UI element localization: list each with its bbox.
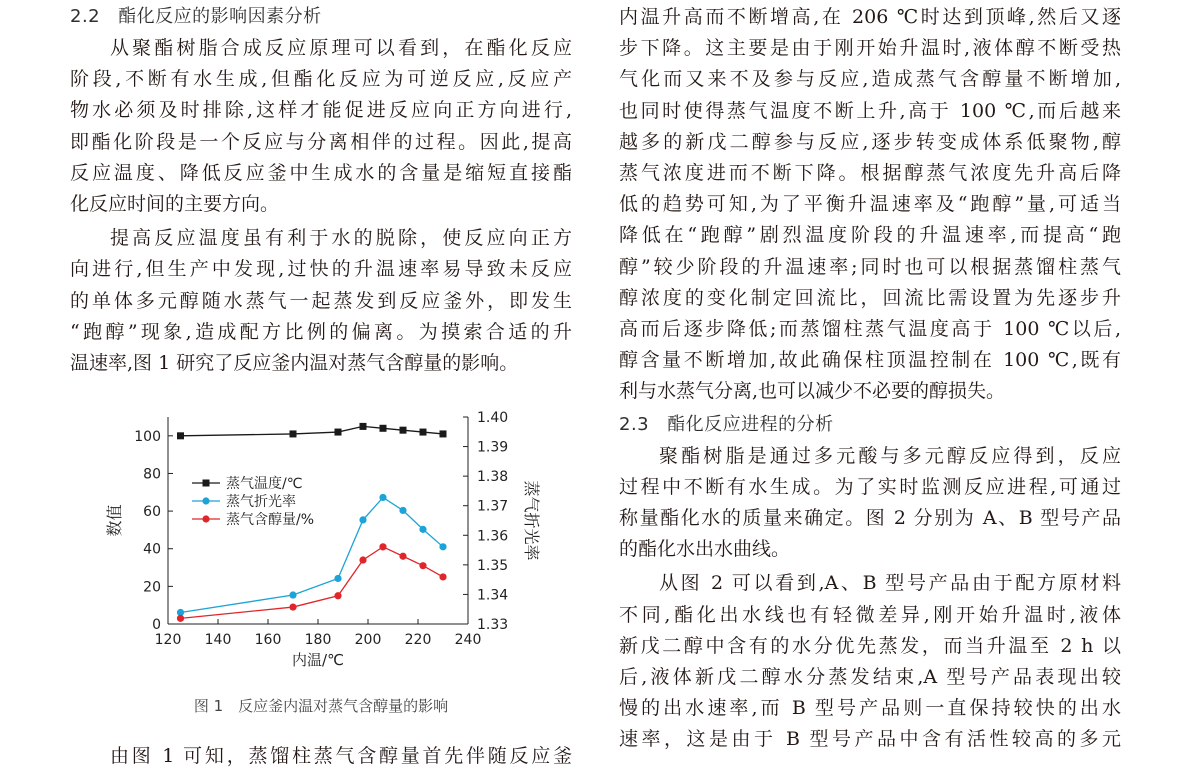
text-line: 的单体多元醇随水蒸气一起蒸发到反应釜外，即发生 bbox=[70, 289, 572, 312]
data-point bbox=[380, 425, 387, 432]
text-line: 过程中不断有水生成。为了实时监测反应进程,可通过 bbox=[619, 475, 1121, 498]
paragraph-2-3-a bbox=[619, 441, 1121, 566]
data-point bbox=[439, 573, 446, 580]
y-tick-label-left: 0 bbox=[152, 617, 161, 633]
text-line: 称量酯化水的质量来确定。图 2 分别为 A、B 型号产品 bbox=[619, 507, 1121, 530]
data-point bbox=[379, 543, 386, 550]
legend-marker bbox=[202, 515, 209, 522]
data-point bbox=[419, 526, 426, 533]
text-line: 温速率,图 1 研究了反应釜内温对蒸气含醇量的影响。 bbox=[70, 352, 519, 375]
chart-legend bbox=[192, 475, 314, 528]
text-line: 提高反应温度虽有利于水的脱除，使反应向正方 bbox=[110, 227, 572, 250]
data-point bbox=[335, 429, 342, 436]
x-tick-label: 200 bbox=[354, 632, 382, 648]
x-axis-label: 内温/℃ bbox=[292, 651, 344, 669]
y-axis-label-left: 数值 bbox=[105, 504, 124, 537]
y-tick-label-right: 1.36 bbox=[477, 528, 509, 545]
section-title: 酯化反应的影响因素分析 bbox=[118, 6, 322, 27]
y-tick-label-right: 1.34 bbox=[477, 587, 509, 604]
data-point bbox=[359, 556, 366, 563]
text-line: 速率，这是由于 B 型号产品中含有活性较高的多元 bbox=[619, 728, 1121, 751]
text-line: 向进行,但生产中发现,过快的升温速率易导致未反应 bbox=[70, 258, 572, 281]
text-line: 降低在“跑醇”剧烈温度阶段的升温速率,而提高“跑 bbox=[619, 224, 1121, 247]
data-point bbox=[440, 430, 447, 437]
section-heading-2-3 bbox=[619, 408, 1121, 441]
text-line: 蒸气浓度进而不断下降。根据醇蒸气浓度先升高后降 bbox=[619, 162, 1121, 185]
paragraph-continued bbox=[619, 2, 1121, 408]
y-tick-label-left: 80 bbox=[143, 466, 161, 483]
data-point bbox=[334, 592, 341, 599]
section-number: 2.2 bbox=[70, 6, 101, 27]
figure-1 bbox=[100, 405, 541, 669]
paragraph-2-3-b bbox=[619, 568, 1121, 755]
data-point bbox=[419, 562, 426, 569]
legend-label: 蒸气温度/℃ bbox=[226, 476, 303, 492]
data-point bbox=[400, 427, 407, 434]
right-column bbox=[619, 0, 1121, 756]
text-line: 低的趋势可知,为了平衡升温速率及“跑醇”量,可适当 bbox=[619, 193, 1121, 216]
legend-marker bbox=[202, 497, 209, 504]
data-point bbox=[420, 429, 427, 436]
text-line: 内温升高而不断增高,在 206 ℃时达到顶峰,然后又逐 bbox=[619, 6, 1121, 28]
y-tick-label-right: 1.38 bbox=[477, 469, 509, 486]
x-tick-label: 120 bbox=[154, 632, 182, 648]
data-point bbox=[359, 516, 366, 523]
data-point bbox=[360, 423, 367, 430]
text-line: 不同,酯化出水线也有轻微差异,刚开始升温时,液体 bbox=[619, 603, 1121, 626]
text-line: 从图 2 可以看到,A、B 型号产品由于配方原材料 bbox=[659, 572, 1121, 595]
x-tick-label: 180 bbox=[304, 632, 332, 648]
data-point bbox=[399, 507, 406, 514]
text-line: 物水必须及时排除,这样才能促进反应向正方向进行, bbox=[70, 99, 572, 122]
left-column bbox=[70, 0, 572, 379]
y-tick-label-right: 1.33 bbox=[477, 617, 509, 633]
chart-axes bbox=[105, 410, 541, 669]
data-point bbox=[290, 430, 297, 437]
y-tick-label-right: 1.37 bbox=[477, 498, 509, 515]
text-line: 高而后逐步降低;而蒸馏柱蒸气温度高于 100 ℃以后, bbox=[619, 318, 1121, 341]
text-line: 阶段,不断有水生成,但酯化反应为可逆反应,反应产 bbox=[70, 68, 572, 91]
text-line: 醇”较少阶段的升温速率;同时也可以根据蒸馏柱蒸气 bbox=[619, 255, 1121, 278]
section-number: 2.3 bbox=[619, 413, 650, 435]
text-line: 即酯化阶段是一个反应与分离相伴的过程。因此,提高 bbox=[70, 130, 572, 153]
text-line: 利与水蒸气分离,也可以减少不必要的醇损失。 bbox=[619, 380, 1006, 403]
y-axis-label-right: 蒸气折光率 bbox=[522, 480, 541, 561]
text-line: 聚酯树脂是通过多元酸与多元醇反应得到，反应 bbox=[659, 444, 1121, 467]
line-chart bbox=[100, 405, 541, 669]
text-line: 步下降。这主要是由于刚开始升温时,液体醇不断受热 bbox=[619, 37, 1121, 60]
x-tick-label: 240 bbox=[454, 632, 482, 648]
text-line: 慢的出水速率,而 B 型号产品则一直保持较快的出水 bbox=[619, 697, 1121, 720]
text-line: 气化而又来不及参与反应,造成蒸气含醇量不断增加, bbox=[619, 68, 1121, 91]
text-line: 也同时使得蒸气温度不断上升,高于 100 ℃,而后越来 bbox=[619, 99, 1121, 122]
data-point bbox=[334, 575, 341, 582]
text-line: 越多的新戊二醇参与反应,逐步转变成体系低聚物,醇 bbox=[619, 130, 1121, 153]
paragraph-1 bbox=[70, 33, 572, 220]
text-line: 醇浓度的变化制定回流比，回流比需设置为先逐步升 bbox=[619, 286, 1121, 309]
y-tick-label-left: 20 bbox=[143, 579, 161, 596]
y-tick-label-left: 100 bbox=[134, 428, 161, 445]
text-line: 反应温度、降低反应釜中生成水的含量是缩短直接酯 bbox=[70, 161, 572, 184]
data-point bbox=[177, 432, 184, 439]
text-line: 新戊二醇中含有的水分优先蒸发，而当升温至 2 h 以 bbox=[619, 634, 1121, 657]
section-title: 酯化反应进程的分析 bbox=[667, 413, 834, 435]
x-tick-label: 160 bbox=[254, 632, 282, 648]
text-line: 醇含量不断增加,故此确保柱顶温控制在 100 ℃,既有 bbox=[619, 349, 1121, 372]
data-point bbox=[439, 543, 446, 550]
text-line: 由图 1 可知，蒸馏柱蒸气含醇量首先伴随反应釜 bbox=[110, 745, 572, 767]
y-tick-label-right: 1.40 bbox=[477, 410, 509, 426]
text-line: 化反应时间的主要方向。 bbox=[70, 193, 280, 216]
text-line: 的酯化水出水曲线。 bbox=[619, 538, 791, 561]
section-heading-2-2 bbox=[70, 0, 572, 33]
data-point bbox=[289, 591, 296, 598]
y-tick-label-left: 60 bbox=[143, 504, 161, 521]
text-line: 从聚酯树脂合成反应原理可以看到，在酯化反应 bbox=[110, 37, 572, 59]
x-tick-label: 140 bbox=[204, 632, 232, 648]
figure-caption: 图 1 反应釜内温对蒸气含醇量的影响 bbox=[193, 697, 449, 715]
data-point bbox=[399, 553, 406, 560]
text-line: 后,液体新戊二醇水分蒸发结束,A 型号产品表现出较 bbox=[619, 666, 1121, 689]
y-tick-label-right: 1.35 bbox=[477, 557, 509, 574]
legend-marker bbox=[203, 480, 210, 487]
paragraph-2 bbox=[70, 223, 572, 379]
legend-label: 蒸气折光率 bbox=[226, 494, 296, 510]
y-tick-label-right: 1.39 bbox=[477, 439, 509, 456]
legend-label: 蒸气含醇量/% bbox=[226, 512, 315, 528]
x-tick-label: 220 bbox=[404, 632, 432, 648]
y-tick-label-left: 40 bbox=[143, 541, 161, 558]
data-point bbox=[289, 603, 296, 610]
data-point bbox=[379, 494, 386, 501]
data-point bbox=[177, 615, 184, 622]
text-line: “跑醇”现象,造成配方比例的偏离。为摸索合适的升 bbox=[70, 320, 572, 343]
